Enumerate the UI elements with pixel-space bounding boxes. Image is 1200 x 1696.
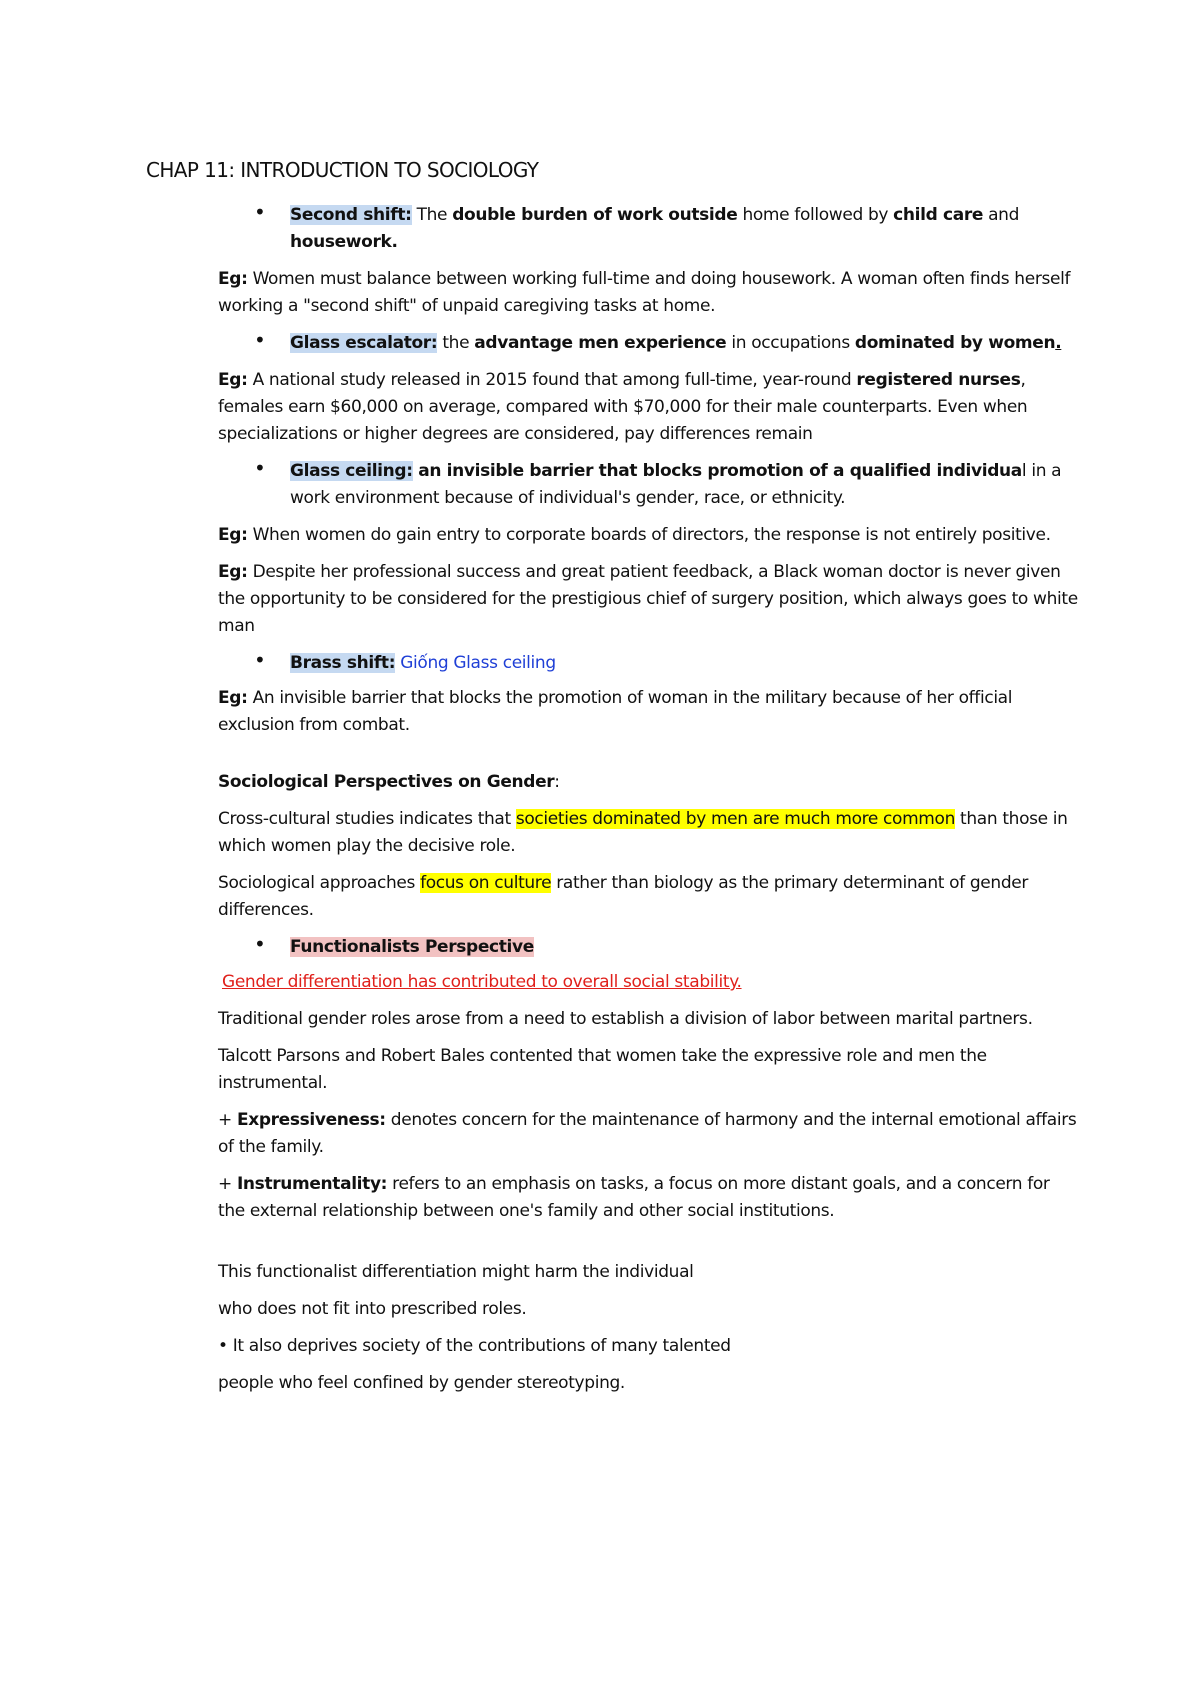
bold-span: advantage men experience: [474, 333, 727, 353]
text-span: :: [554, 772, 560, 792]
example-text: , females earn $60,000 on average, compared with $70,000 for their male counterparts. Even when specializations or higher degrees are considered, pay differences remain: [218, 370, 1028, 444]
closing-line: • It also deprives society of the contributions of many talented: [218, 1336, 731, 1356]
bullet-second-shift: [218, 202, 1078, 256]
paragraph-instrumentality: [218, 1171, 1078, 1225]
text-span: and: [983, 205, 1020, 225]
document-body: [218, 202, 1078, 1407]
example-label: Eg:: [218, 688, 248, 708]
text-span: the: [437, 333, 475, 353]
section-heading-perspectives: [218, 769, 1078, 796]
bold-span: child care: [893, 205, 984, 225]
note-text: Giống Glass ceiling: [395, 653, 556, 673]
paragraph-expressiveness: [218, 1107, 1078, 1161]
bullet-brass-shift: [218, 650, 1078, 677]
text-span: than those in which women play the decisive role.: [218, 809, 1068, 856]
text-span: denotes concern for the maintenance of harmony and the internal emotional affairs of the family.: [218, 1110, 1077, 1157]
text-span: +: [218, 1174, 237, 1194]
example-text: An invisible barrier that blocks the promotion of woman in the military because of her official exclusion from combat.: [218, 688, 1013, 735]
term-second-shift: Second shift:: [290, 205, 412, 225]
red-underlined-text: Gender differentiation has contributed to overall social stability.: [222, 972, 742, 992]
term-glass-ceiling: Glass ceiling:: [290, 461, 413, 481]
example-text: Despite her professional success and great patient feedback, a Black woman doctor is never given the opportunity to be considered for the prestigious chief of surgery position, which always goes to white man: [218, 562, 1078, 636]
text-span: Sociological approaches: [218, 873, 421, 893]
example-paragraph: [218, 522, 1078, 549]
bold-span: double burden of work outside: [452, 205, 738, 225]
text-span: Cross-cultural studies indicates that: [218, 809, 516, 829]
paragraph: [218, 806, 1078, 860]
example-text: A national study released in 2015 found that among full-time, year-round: [247, 370, 857, 390]
term-glass-escalator: Glass escalator:: [290, 333, 438, 353]
example-label: Eg:: [218, 370, 248, 390]
bold-span: .: [1055, 333, 1062, 353]
example-label: Eg:: [218, 269, 248, 289]
paragraph: [218, 969, 1078, 996]
example-paragraph: [218, 685, 1078, 739]
highlight-text: focus on culture: [420, 873, 552, 893]
page-title: CHAP 11: INTRODUCTION TO SOCIOLOGY: [146, 158, 539, 182]
term-brass-shift: Brass shift:: [290, 653, 396, 673]
heading-functionalists: Functionalists Perspective: [290, 937, 534, 957]
bold-span: dominated by women: [854, 333, 1056, 353]
bullet-glass-ceiling: [218, 458, 1078, 512]
closing-line: who does not fit into prescribed roles.: [218, 1299, 527, 1319]
example-paragraph: [218, 559, 1078, 640]
bullet-functionalists: [218, 934, 1078, 961]
text-span: The: [411, 205, 453, 225]
example-text: Women must balance between working full-time and doing housework. A woman often finds herself working a "second shift" of unpaid caregiving tasks at home.: [218, 269, 1071, 316]
paragraph: Talcott Parsons and Robert Bales contented that women take the expressive role and men the instrumental.: [218, 1046, 987, 1093]
closing-line: people who feel confined by gender stereotyping.: [218, 1373, 625, 1393]
bold-span: an invisible barrier that blocks promotion of a qualified individua: [412, 461, 1022, 481]
term-instrumentality: Instrumentality:: [236, 1174, 388, 1194]
paragraph: Traditional gender roles arose from a need to establish a division of labor between marital partners.: [218, 1009, 1033, 1029]
example-label: Eg:: [218, 525, 248, 545]
term-expressiveness: Expressiveness:: [236, 1110, 386, 1130]
text-span: refers to an emphasis on tasks, a focus on more distant goals, and a concern for the external relationship between one's family and other social institutions.: [218, 1174, 1050, 1221]
text-span: in occupations: [726, 333, 855, 353]
example-text: When women do gain entry to corporate boards of directors, the response is not entirely positive.: [247, 525, 1051, 545]
bold-span: registered nurses: [856, 370, 1021, 390]
text-span: rather than biology as the primary determinant of gender differences.: [218, 873, 1029, 920]
bold-span: housework.: [290, 232, 398, 252]
text-span: +: [218, 1110, 237, 1130]
example-paragraph: [218, 266, 1078, 320]
example-label: Eg:: [218, 562, 248, 582]
text-span: l in a work environment because of individual's gender, race, or ethnicity.: [290, 461, 1062, 508]
highlight-text: societies dominated by men are much more common: [515, 809, 955, 829]
heading-text: Sociological Perspectives on Gender: [218, 772, 555, 792]
bullet-glass-escalator: [218, 330, 1078, 357]
text-span: home followed by: [737, 205, 894, 225]
example-paragraph: [218, 367, 1078, 448]
paragraph: [218, 870, 1078, 924]
closing-line: This functionalist differentiation might harm the individual: [218, 1262, 694, 1282]
